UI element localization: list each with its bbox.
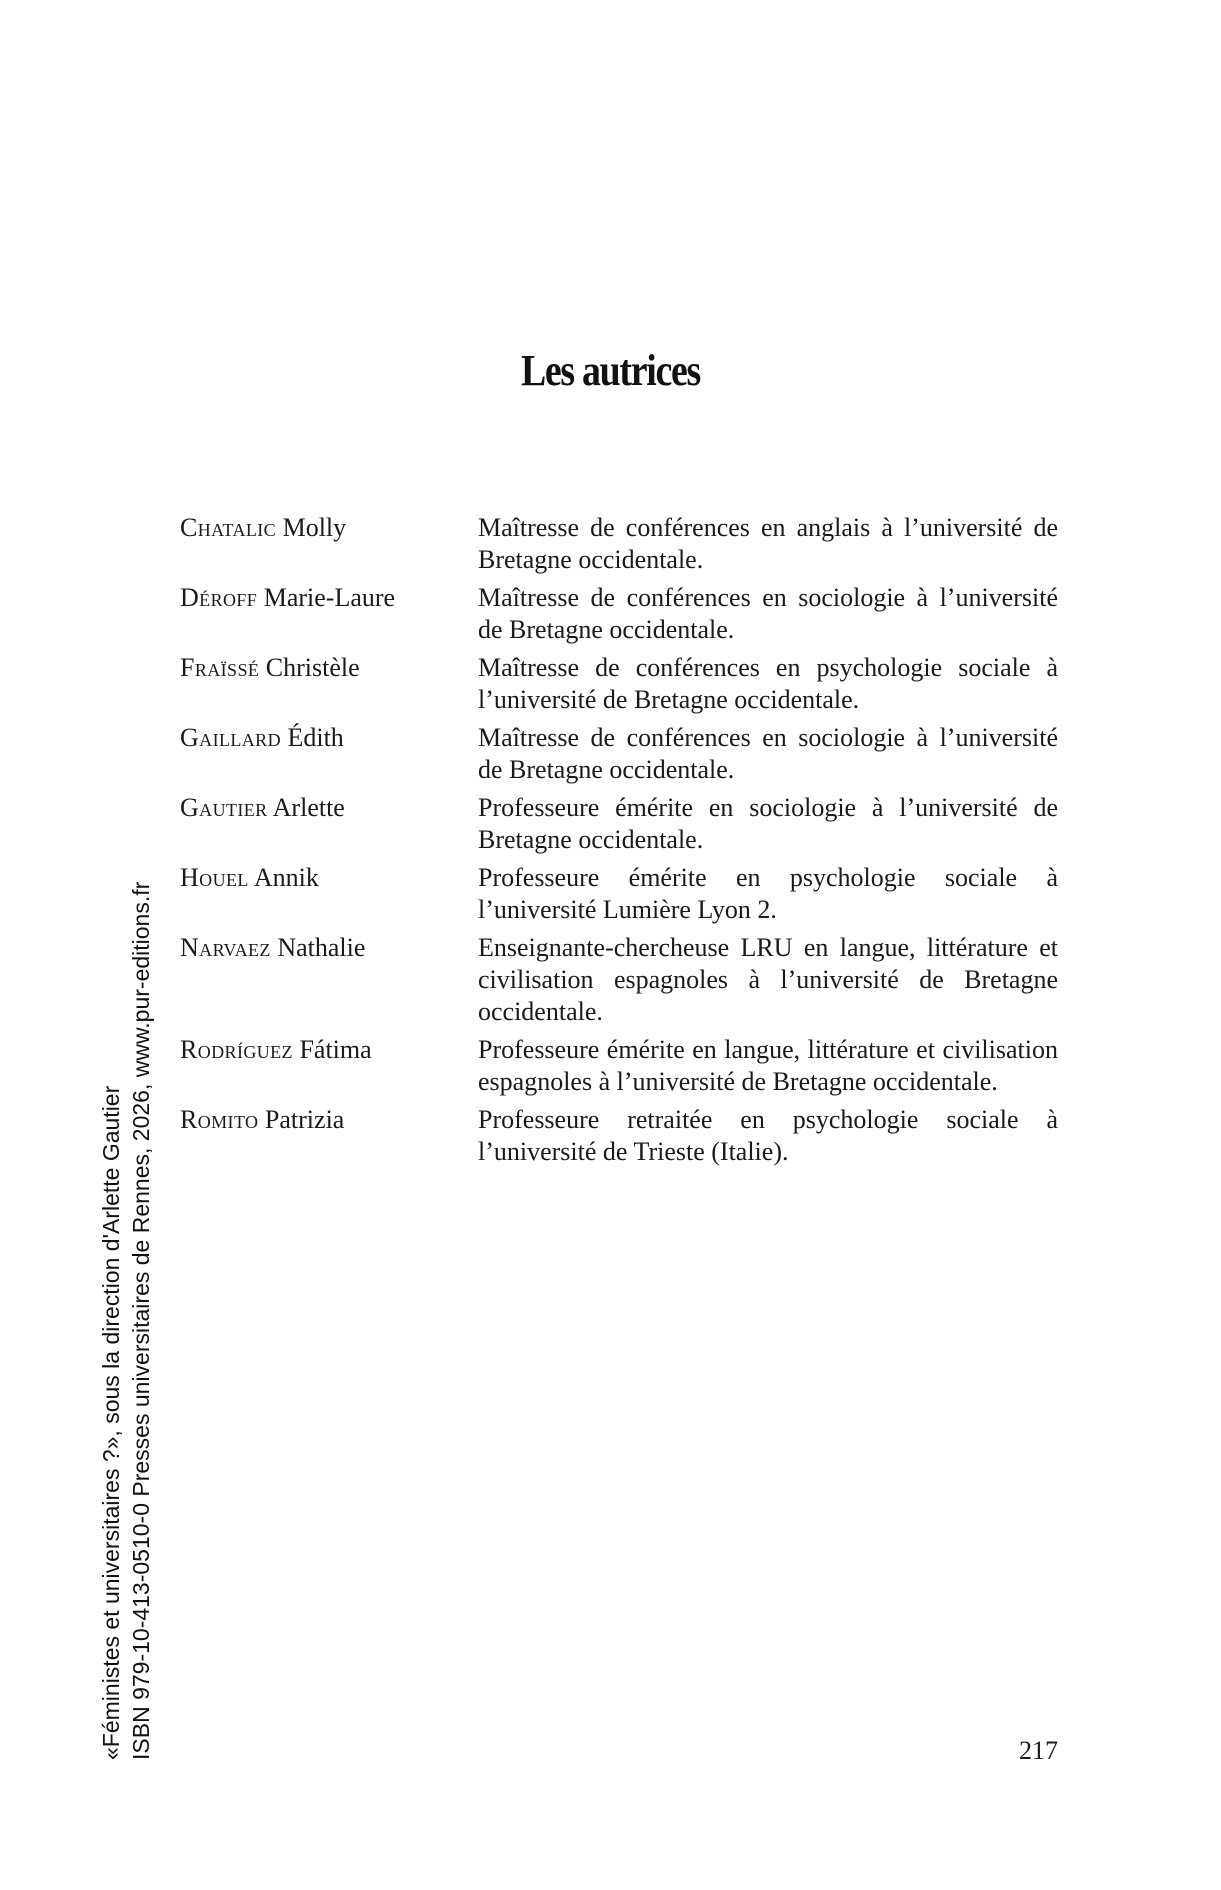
author-firstname: Édith — [287, 723, 344, 752]
author-firstname: Christèle — [265, 653, 360, 682]
author-entry — [180, 1104, 1058, 1168]
author-description: Professeure émérite en langue, littérature et civilisation espagnoles à l’université de Bretagne occidentale. — [478, 1035, 1058, 1096]
author-description: Enseignante-chercheuse LRU en langue, littérature et civilisation espagnoles à l’université de Bretagne occidentale. — [478, 933, 1058, 1026]
author-description: Professeure émérite en psychologie sociale à l’université Lumière Lyon 2. — [478, 863, 1058, 924]
author-description: Maîtresse de conférences en sociologie à l’université de Bretagne occidentale. — [478, 583, 1058, 644]
author-entry — [180, 932, 1058, 1028]
author-entry — [180, 582, 1058, 646]
author-surname: Déroff — [180, 583, 258, 612]
author-entry — [180, 512, 1058, 576]
page-title: Les autrices — [520, 346, 700, 395]
author-entry — [180, 722, 1058, 786]
author-entry — [180, 862, 1058, 926]
author-name — [180, 862, 478, 926]
author-name — [180, 792, 478, 856]
author-description: Professeure retraitée en psychologie sociale à l’université de Trieste (Italie). — [478, 1105, 1058, 1166]
author-firstname: Arlette — [272, 793, 345, 822]
author-description: Maîtresse de conférences en anglais à l’université de Bretagne occidentale. — [478, 513, 1058, 574]
author-surname: Gaillard — [180, 723, 281, 752]
author-entry — [180, 652, 1058, 716]
author-surname: Romito — [180, 1105, 259, 1134]
page-number: 217 — [1019, 1736, 1058, 1765]
author-description: Maîtresse de conférences en psychologie sociale à l’université de Bretagne occidentale. — [478, 653, 1058, 714]
side-note-line-1: «Féministes et universitaires ?», sous la direction d'Arlette Gautier — [98, 1085, 124, 1760]
author-name — [180, 932, 478, 1028]
author-name — [180, 722, 478, 786]
author-name — [180, 652, 478, 716]
author-surname: Narvaez — [180, 933, 271, 962]
author-firstname: Marie-Laure — [263, 583, 396, 612]
author-surname: Chatalic — [180, 513, 277, 542]
author-name — [180, 1034, 478, 1098]
author-surname: Houel — [180, 863, 249, 892]
author-entry — [180, 1034, 1058, 1098]
author-name — [180, 582, 478, 646]
author-description: Maîtresse de conférences en sociologie à l’université de Bretagne occidentale. — [478, 723, 1058, 784]
publication-side-note — [96, 860, 156, 1760]
side-note-line-2: ISBN 979-10-413-0510-0 Presses universitaires de Rennes, 2026, www.pur-editions.fr — [128, 881, 154, 1760]
authors-list — [180, 512, 1058, 1174]
author-entry — [180, 792, 1058, 856]
author-name — [180, 1104, 478, 1168]
author-description: Professeure émérite en sociologie à l’université de Bretagne occidentale. — [478, 793, 1058, 854]
author-firstname: Fátima — [299, 1035, 372, 1064]
author-surname: Fraïssé — [180, 653, 260, 682]
author-firstname: Patrizia — [264, 1105, 345, 1134]
author-surname: Gautier — [180, 793, 268, 822]
author-firstname: Nathalie — [277, 933, 366, 962]
author-firstname: Annik — [253, 863, 319, 892]
author-firstname: Molly — [282, 513, 347, 542]
author-name — [180, 512, 478, 576]
author-surname: Rodríguez — [180, 1035, 293, 1064]
